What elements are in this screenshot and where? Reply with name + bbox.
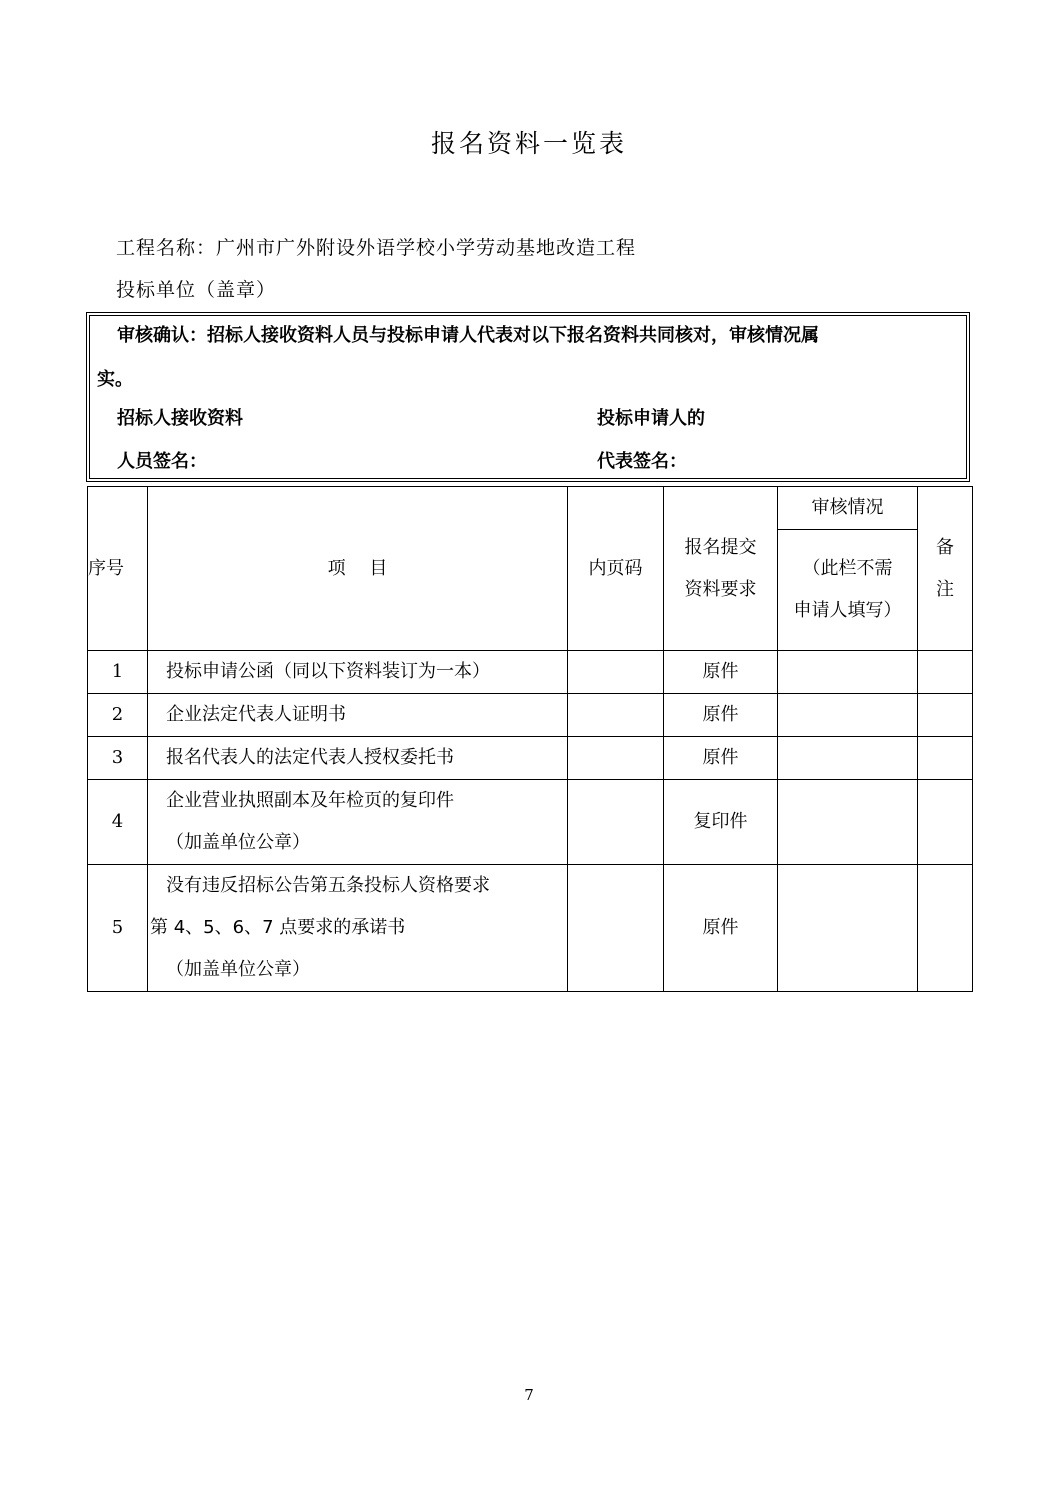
- row-page: [568, 865, 664, 992]
- materials-table: [87, 486, 973, 992]
- row-requirement: 原件: [664, 694, 778, 737]
- receiver-label-1: 招标人接收资料: [117, 408, 243, 429]
- project-name-line: 工程名称：广州市广外附设外语学校小学劳动基地改造工程: [116, 237, 637, 259]
- row-review: [778, 651, 918, 694]
- row-remark: [918, 737, 973, 780]
- row-requirement: 原件: [664, 865, 778, 992]
- row-review: [778, 694, 918, 737]
- row-item: 投标申请公函（同以下资料装订为一本）: [148, 651, 568, 694]
- row-item: 企业法定代表人证明书: [148, 694, 568, 737]
- applicant-signature-label: 代表签名：: [597, 451, 687, 472]
- header-review-note: （此栏不需 申请人填写）: [778, 530, 918, 651]
- row-requirement: 原件: [664, 737, 778, 780]
- row-page: [568, 651, 664, 694]
- bidder-line: 投标单位（盖章）: [116, 279, 277, 301]
- row-requirement: 复印件: [664, 780, 778, 865]
- receiver-signature-label: 人员签名：: [117, 451, 207, 472]
- header-row: [88, 487, 973, 530]
- row-item: 没有违反招标公告第五条投标人资格要求 第 4、5、6、7 点要求的承诺书 （加盖单位公章）: [148, 865, 568, 992]
- row-seq: 1: [88, 651, 148, 694]
- row-remark: [918, 865, 973, 992]
- header-review: 审核情况: [778, 487, 918, 530]
- table-row: [88, 780, 973, 865]
- row-review: [778, 865, 918, 992]
- table-row: [88, 737, 973, 780]
- row-review: [778, 780, 918, 865]
- row-page: [568, 780, 664, 865]
- confirm-statement-line2: 实。: [97, 369, 133, 390]
- row-remark: [918, 694, 973, 737]
- header-page: 内页码: [568, 487, 664, 651]
- row-requirement: 原件: [664, 651, 778, 694]
- row-seq: 2: [88, 694, 148, 737]
- row-remark: [918, 780, 973, 865]
- row-page: [568, 694, 664, 737]
- row-item: 报名代表人的法定代表人授权委托书: [148, 737, 568, 780]
- header-requirement: 报名提交 资料要求: [664, 487, 778, 651]
- table-row: [88, 651, 973, 694]
- header-seq: 序号: [88, 487, 148, 651]
- row-review: [778, 737, 918, 780]
- table-row: [88, 865, 973, 992]
- row-page: [568, 737, 664, 780]
- header-remark: 备 注: [918, 487, 973, 651]
- row-remark: [918, 651, 973, 694]
- confirm-statement-line1: 审核确认：招标人接收资料人员与投标申请人代表对以下报名资料共同核对，审核情况属: [117, 325, 819, 346]
- row-seq: 5: [88, 865, 148, 992]
- confirmation-box: [86, 312, 970, 482]
- row-seq: 3: [88, 737, 148, 780]
- page-title: 报名资料一览表: [430, 129, 627, 158]
- row-seq: 4: [88, 780, 148, 865]
- row-item: 企业营业执照副本及年检页的复印件 （加盖单位公章）: [148, 780, 568, 865]
- table-row: [88, 694, 973, 737]
- header-item: 项 目: [148, 487, 568, 651]
- applicant-label-1: 投标申请人的: [597, 408, 705, 429]
- page-number: 7: [524, 1386, 534, 1404]
